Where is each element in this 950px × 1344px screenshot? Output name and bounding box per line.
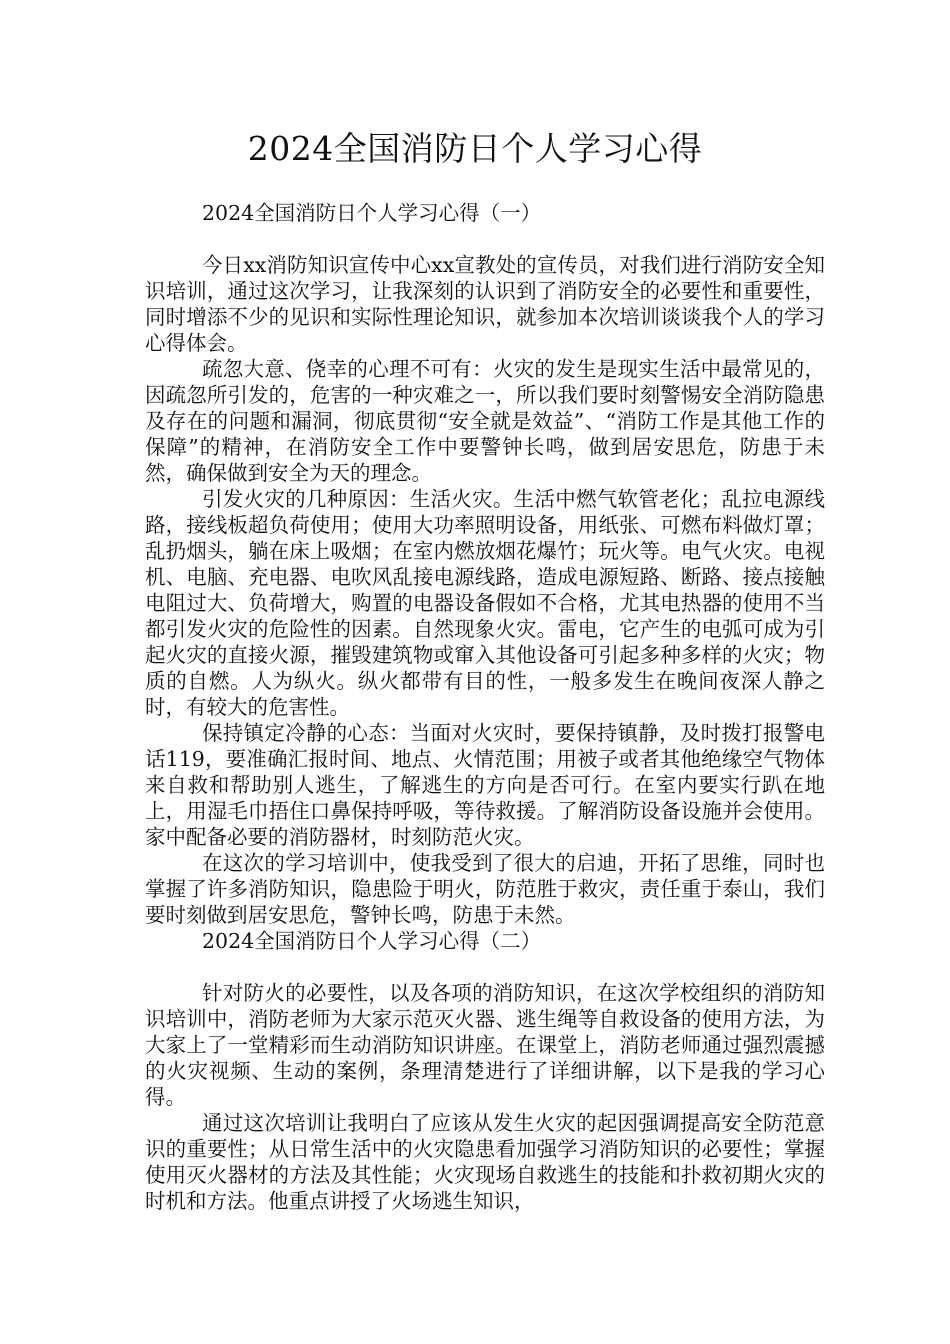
paragraph: 在这次的学习培训中，使我受到了很大的启迪，开拓了思维，同时也掌握了许多消防知识，隐患险于明火，防范胜于救灾，责任重于泰山，我们要时刻做到居安思危，警钟长鸣，防患于未然。 bbox=[145, 851, 825, 927]
section-heading-1: 2024全国消防日个人学习心得（一） bbox=[202, 201, 542, 225]
section-heading-2: 2024全国消防日个人学习心得（二） bbox=[202, 929, 542, 953]
paragraph: 疏忽大意、侥幸的心理不可有：火灾的发生是现实生活中最常见的，因疏忽所引发的，危害的一种灾难之一，所以我们要时刻警惕安全消防隐患及存在的问题和漏洞，彻底贯彻“安全就是效益”、“消防工作是其他工作的保障”的精神，在消防安全工作中要警钟长鸣，做到居安思危，防患于未然，确保做到安全为天的理念。 bbox=[145, 357, 825, 485]
paragraph: 今日xx消防知识宣传中心xx宣教处的宣传员，对我们进行消防安全知识培训，通过这次学习，让我深刻的认识到了消防安全的必要性和重要性，同时增添不少的见识和实际性理论知识，就参加本次培训谈谈我个人的学习心得体会。 bbox=[145, 253, 825, 355]
paragraph: 针对防火的必要性，以及各项的消防知识，在这次学校组织的消防知识培训中，消防老师为大家示范灭火器、逃生绳等自救设备的使用方法，为大家上了一堂精彩而生动消防知识讲座。在课堂上，消防老师通过强烈震撼的火灾视频、生动的案例，条理清楚进行了详细讲解，以下是我的学习心得。 bbox=[145, 981, 825, 1109]
paragraph: 保持镇定冷静的心态：当面对火灾时，要保持镇静，及时拨打报警电话119，要准确汇报时间、地点、火情范围；用被子或者其他绝缘空气物体来自救和帮助别人逃生，了解逃生的方向是否可行。在室内要实行趴在地上，用湿毛巾捂住口鼻保持呼吸，等待救援。了解消防设备设施并会使用。家中配备必要的消防器材，时刻防范火灾。 bbox=[145, 721, 825, 849]
paragraph: 引发火灾的几种原因：生活火灾。生活中燃气软管老化；乱拉电源线路，接线板超负荷使用；使用大功率照明设备，用纸张、可燃布料做灯罩；乱扔烟头，躺在床上吸烟；在室内燃放烟花爆竹；玩火等。电气火灾。电视机、电脑、充电器、电吹风乱接电源线路，造成电源短路、断路、接点接触电阻过大、负荷增大，购置的电器设备假如不合格，尤其电热器的使用不当都引发火灾的危险性的因素。自然现象火灾。雷电，它产生的电弧可成为引起火灾的直接火源，摧毁建筑物或窜入其他设备可引起多种多样的火灾；物质的自燃。人为纵火。纵火都带有目的性，一般多发生在晚间夜深人静之时，有较大的危害性。 bbox=[145, 487, 825, 719]
document-title: 2024全国消防日个人学习心得 bbox=[247, 129, 703, 168]
blank-line bbox=[145, 226, 825, 252]
document-body bbox=[145, 200, 825, 1214]
blank-line bbox=[145, 954, 825, 980]
paragraph: 通过这次培训让我明白了应该从发生火灾的起因强调提高安全防范意识的重要性；从日常生活中的火灾隐患看加强学习消防知识的必要性；掌握使用灭火器材的方法及其性能；火灾现场自救逃生的技能和扑救初期火灾的时机和方法。他重点讲授了火场逃生知识， bbox=[145, 1111, 825, 1213]
